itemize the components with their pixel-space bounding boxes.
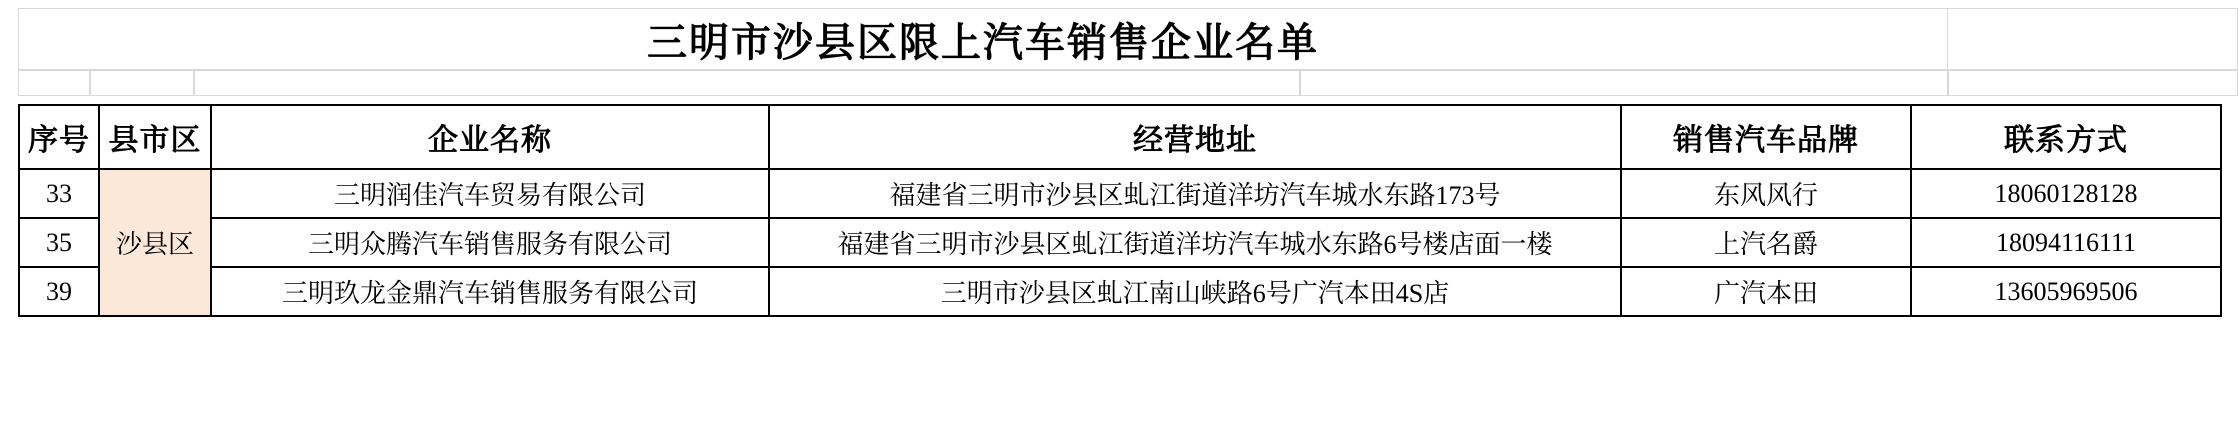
cell-enterprise-name: 三明玖龙金鼎汽车销售服务有限公司 <box>211 267 769 316</box>
cell-enterprise-name: 三明众腾汽车销售服务有限公司 <box>211 218 769 267</box>
blank-cell-5 <box>1948 70 2238 96</box>
table-row <box>19 267 2221 316</box>
cell-brand: 上汽名爵 <box>1621 218 1911 267</box>
cell-address: 三明市沙县区虬江南山峡路6号广汽本田4S店 <box>769 267 1621 316</box>
column-header-tel: 联系方式 <box>1911 105 2221 169</box>
cell-seq: 39 <box>19 267 99 316</box>
blank-cell-2 <box>90 70 194 96</box>
column-header-seq: 序号 <box>19 105 99 169</box>
blank-spacer-row <box>18 70 2238 96</box>
cell-tel: 13605969506 <box>1911 267 2221 316</box>
document-title-band <box>18 8 1948 70</box>
blank-cell-4 <box>1300 70 1948 96</box>
cell-brand: 广汽本田 <box>1621 267 1911 316</box>
table-row <box>19 218 2221 267</box>
cell-seq: 35 <box>19 218 99 267</box>
cell-tel: 18060128128 <box>1911 169 2221 218</box>
blank-cell-1 <box>18 70 90 96</box>
table-row <box>19 169 2221 218</box>
column-header-area: 县市区 <box>99 105 211 169</box>
cell-enterprise-name: 三明润佳汽车贸易有限公司 <box>211 169 769 218</box>
table-header-row <box>19 105 2221 169</box>
cell-area-merged: 沙县区 <box>99 169 211 316</box>
title-row-spare-cell <box>1948 8 2238 70</box>
cell-brand: 东风风行 <box>1621 169 1911 218</box>
enterprise-list-table <box>18 104 2222 317</box>
column-header-brand: 销售汽车品牌 <box>1621 105 1911 169</box>
blank-cell-3 <box>194 70 1300 96</box>
cell-address: 福建省三明市沙县区虬江街道洋坊汽车城水东路6号楼店面一楼 <box>769 218 1621 267</box>
column-header-name: 企业名称 <box>211 105 769 169</box>
cell-seq: 33 <box>19 169 99 218</box>
cell-address: 福建省三明市沙县区虬江街道洋坊汽车城水东路173号 <box>769 169 1621 218</box>
cell-tel: 18094116111 <box>1911 218 2221 267</box>
page-title: 三明市沙县区限上汽车销售企业名单 <box>647 19 1319 65</box>
column-header-address: 经营地址 <box>769 105 1621 169</box>
